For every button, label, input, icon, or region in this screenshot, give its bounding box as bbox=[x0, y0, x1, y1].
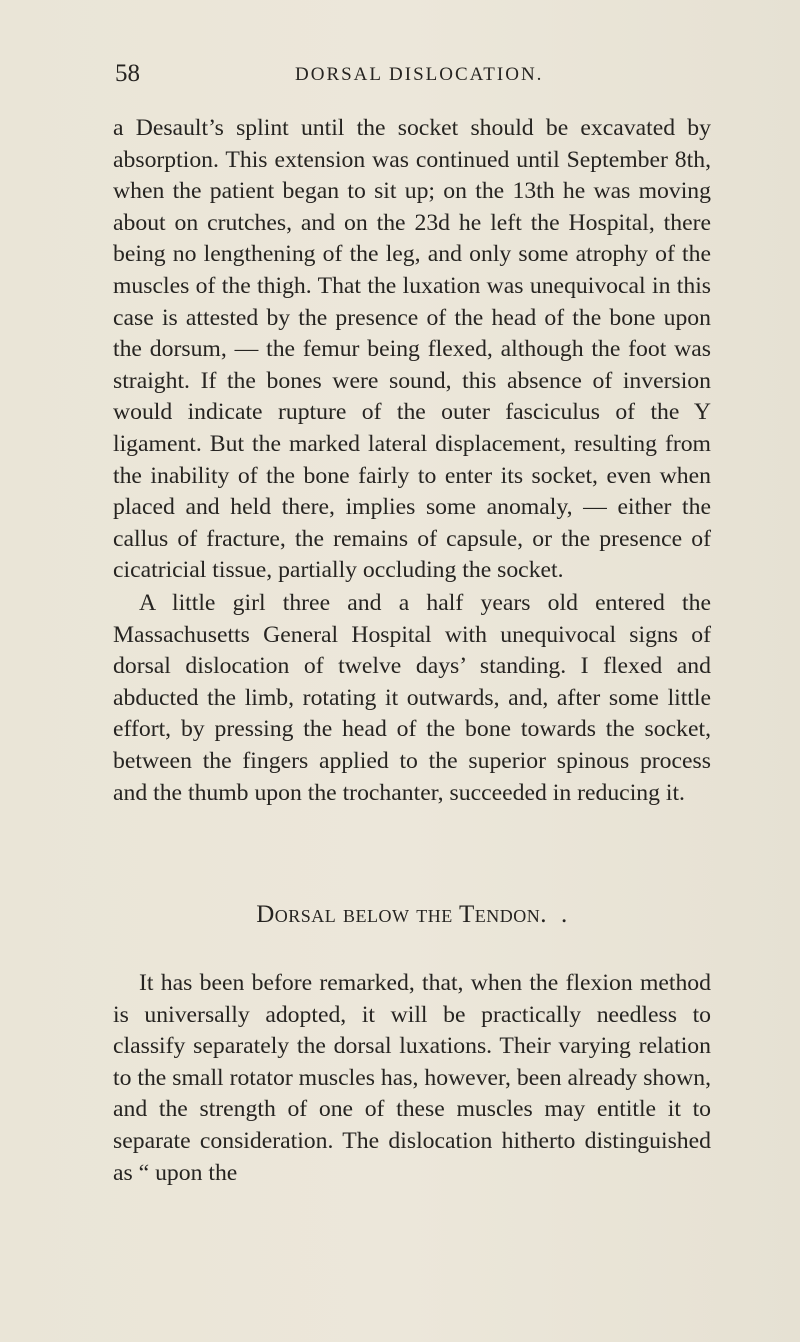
paragraph-text: a Desault’s splint until the socket should be excavated by absorption. This extension was continued until September 8th, when the patient began to sit up; on the 13th he was moving about on crutches, and on the 23d he left the Hospital, there being no lengthening of the leg, and only some atrophy of the muscles of the thigh. That the luxation was unequivocal in this case is attested by the presence of the head of the bone upon the dorsum, — the femur being flexed, although the foot was straight. If the bones were sound, this absence of inversion would indicate rupture of the outer fasciculus of the Y ligament. But the marked lateral displacement, resulting from the inability of the bone fairly to enter its socket, even when placed and held there, implies some anomaly, — either the callus of fracture, the remains of capsule, or the presence of cicatricial tissue, partially occluding the socket. bbox=[113, 115, 711, 584]
paragraph-text: A little girl three and a half years old entered the Massachusetts General Hospital with unequivocal signs of dorsal dislocation of twelve days’ standing. I flexed and abducted the limb, rotating it outwards, and, after some little effort, by pressing the head of the bone towards the socket, between the fingers applied to the superior spinous process and the thumb upon the trochanter, succeeded in reducing it. bbox=[113, 590, 711, 806]
section-heading-mark: . bbox=[561, 901, 568, 928]
section-heading-title: Dorsal below the Tendon. bbox=[256, 901, 548, 928]
running-head bbox=[115, 60, 715, 88]
paragraph-case-report bbox=[113, 588, 711, 809]
paragraph-section-intro bbox=[113, 968, 711, 1189]
paragraph-text: It has been before remarked, that, when the flexion method is universally adopted, it will be practically needless to classify separately the dorsal luxations. Their varying relation to the small rotator muscles has, however, been already shown, and the strength of one of these muscles may entitle it to separate consideration. The dislocation hitherto distinguished as “ upon the bbox=[113, 970, 711, 1186]
paragraph-continued bbox=[113, 113, 711, 587]
page-number: 58 bbox=[115, 60, 140, 87]
section-heading bbox=[113, 900, 711, 930]
running-title: DORSAL DISLOCATION. bbox=[295, 64, 544, 85]
